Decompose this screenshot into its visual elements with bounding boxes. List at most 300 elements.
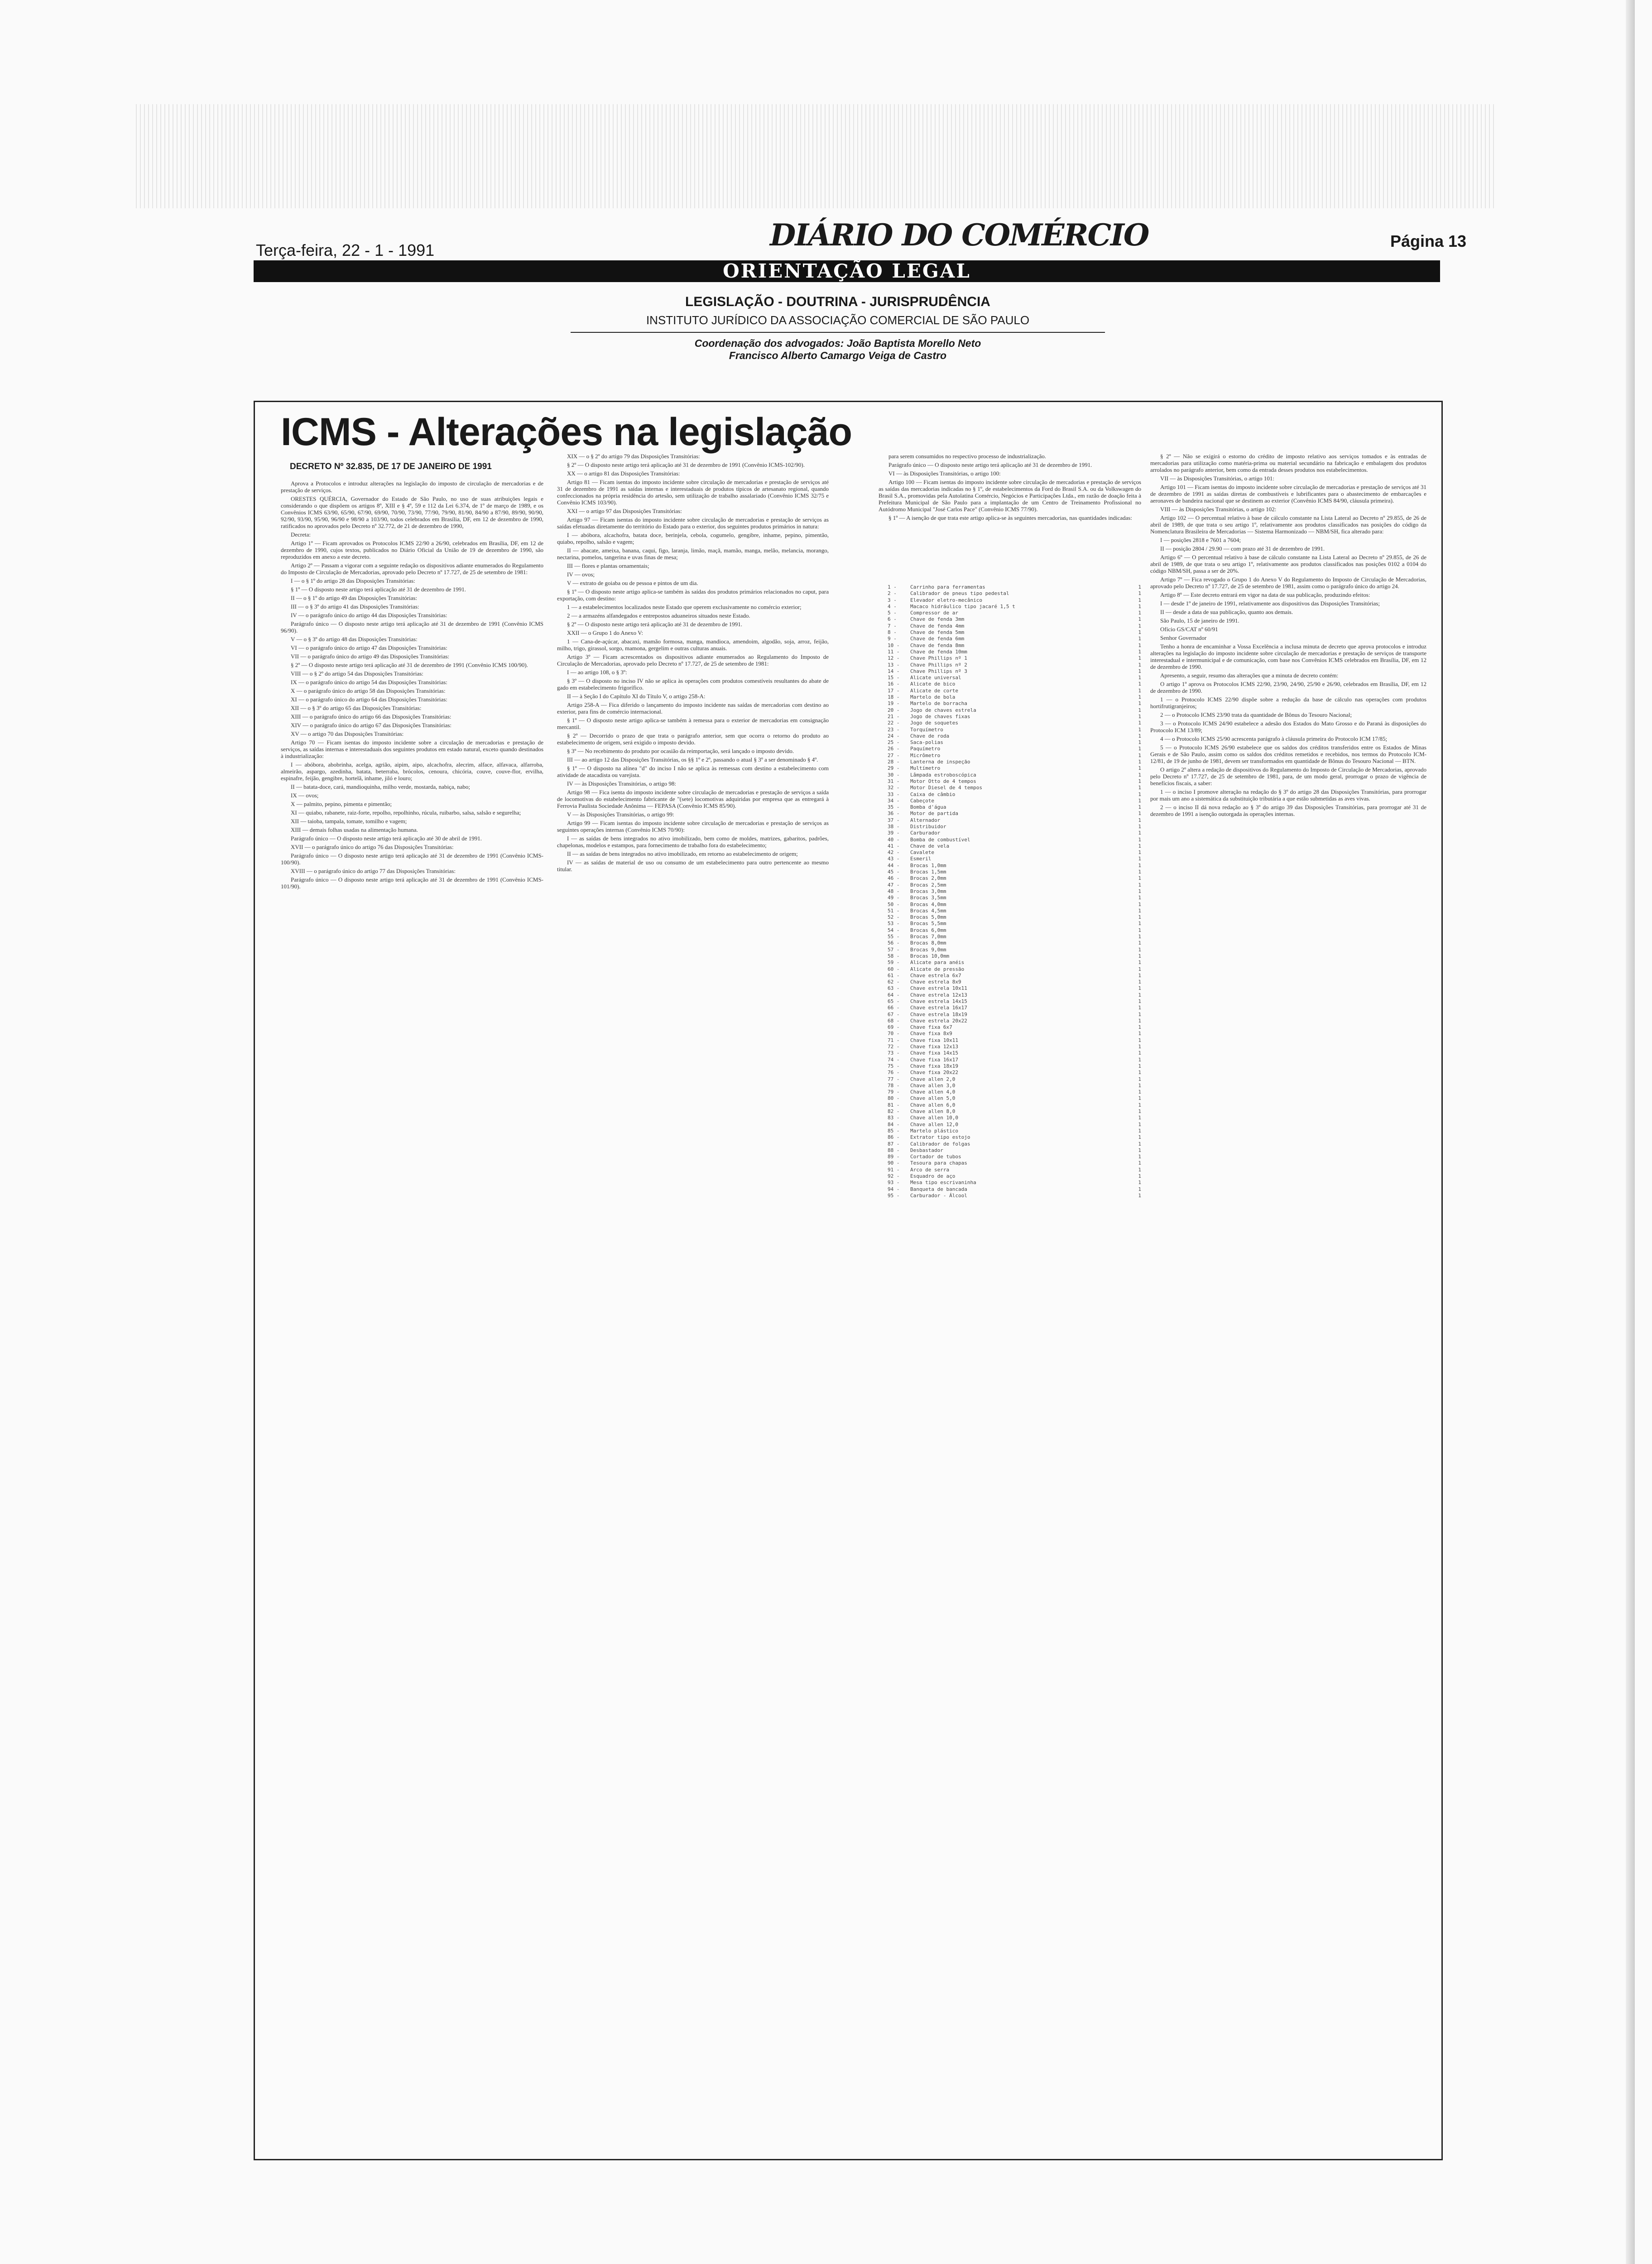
list-item [888,1063,1141,1070]
list-item-number: 67 - [888,1011,900,1017]
list-item-description: Chave de fenda 3mm [910,616,965,623]
list-item [888,714,1141,720]
list-item-number: 10 - [888,642,900,648]
page-number: Página 13 [1390,232,1467,250]
list-item-description: Macaco hidráulico tipo jacaré 1,5 t [910,603,1015,609]
list-item-description: Carburador [910,830,941,836]
list-item-number: 39 - [888,830,900,836]
list-item-description: Chave Phillips nº 1 [910,655,967,662]
list-item-number: 15 - [888,675,900,681]
paragraph: 1 — a estabelecimentos localizados neste Estado que operem exclusivamente no comércio exterior; [567,604,802,610]
paragraph: 5 — o Protocolo ICMS 26/90 estabelece que os saldos dos créditos transferidos entre os Estados de Minas Gerais e de São Paulo, assim como os saldos dos créditos remetidos e recebidos, nos termos do Protocolo ICM-12/81, de 19 de junho de 1981, devem ser transformados em quantidade de Bônus do Tesouro Nacional — BTN. [1150,744,1426,764]
list-item-number: 32 - [888,785,900,791]
list-item-description: Brocas 9,0mm [910,946,946,953]
list-item-number: 57 - [888,946,900,953]
list-item-number: 30 - [888,772,900,778]
list-item [888,966,1141,973]
subhead-line-2: INSTITUTO JURÍDICO DA ASSOCIAÇÃO COMERCIAL DE SÃO PAULO [646,313,1030,327]
list-item [888,959,1141,966]
paragraph: Parágrafo único — O disposto neste artigo terá aplicação até 31 de dezembro de 1991 (Convênio ICMS 96/90). [281,620,543,634]
list-item [888,1122,1141,1128]
paragraph: III — flores e plantas ornamentais; [567,562,649,569]
paragraph: Tenho a honra de encaminhar a Vossa Excelência a inclusa minuta de decreto que aprova protocolos e introduz alterações na legislação do imposto incidente sobre circulação de mercadorias e prestação de serviços de transporte interestadual e intermunicipal e de comunicação, com base nos Convênios ICMS celebrados em Brasília, DF, em 12 de dezembro de 1990. [1150,643,1426,670]
list-item-number: 68 - [888,1017,900,1024]
paragraph: O artigo 2º altera a redação de dispositivos do Regulamento do Imposto de Circulação de Mercadorias, aprovado pelo Decreto nº 17.727, de 25 de setembro de 1981, para, de um modo geral, prorrogar o prazo de vigência de benefícios fiscais, a saber: [1150,766,1426,787]
list-item-description: Chave de fenda 10mm [910,648,967,655]
paragraph: ORESTES QUÉRCIA, Governador do Estado de São Paulo, no uso de suas atribuições legais e considerando o que dispõem os artigos 8º, XIII e § 4º, 59 e 112 da Lei 6.374, de 1º de março de 1989, e os Convênios ICMS 63/90, 65/90, 67/90, 69/90, 70/90, 73/90, 77/90, 79/90, 81/90, 84/90 a 87/90, 89/90, 90/90, 92/90, 93/90, 95/90, 96/90 e 98/90 a 103/90, todos celebrados em Brasília, DF, em 12 de dezembro de 1990, ratificados no aprovados pelo Decreto nº 32.772, de 21 de dezembro de 1990, [281,495,543,529]
paragraph: § 2º — O disposto neste artigo terá aplicação até 31 de dezembro de 1991 (Convênio ICMS-102/90). [567,461,805,468]
list-item-quantity: 1 [1138,1095,1141,1102]
list-item [888,681,1141,687]
list-item-number: 31 - [888,778,900,784]
list-item-quantity: 1 [1138,648,1141,655]
list-item-description: Chave fixa 12x13 [910,1044,958,1050]
list-item-description: Chave estrela 16x17 [910,1005,967,1011]
list-item-quantity: 1 [1138,603,1141,609]
list-item-description: Chave de fenda 5mm [910,629,965,636]
list-item [888,817,1141,824]
paragraph: São Paulo, 15 de janeiro de 1991. [1160,617,1239,624]
list-item-number: 4 - [888,603,897,609]
list-item-description: Chave estrela 14x15 [910,998,967,1004]
list-item [888,694,1141,700]
list-item-number: 71 - [888,1037,900,1043]
list-item-quantity: 1 [1138,700,1141,707]
list-item-number: 27 - [888,752,900,758]
list-item-description: Chave allen 2,0 [910,1076,956,1082]
list-item-number: 84 - [888,1121,900,1127]
list-item-number: 43 - [888,856,900,862]
paragraph: Artigo 101 — Ficam isentas do imposto incidente sobre circulação de mercadorias e prestação de serviços até 31 de dezembro de 1991 as saídas diretas de combustíveis e lubrificantes para o abastecimento de embarcações e aeronaves de bandeira nacional que se destinem ao exterior (Convênio ICMS 84/90, cláusula primeira). [1150,484,1426,504]
list-item [888,940,1141,946]
paragraph: II — abacate, ameixa, banana, caqui, figo, laranja, limão, maçã, mamão, manga, melão, melancia, morango, nectarina, pomelos, tangerina e uvas finas de mesa; [557,547,829,561]
list-item-quantity: 1 [1138,849,1141,856]
list-item-quantity: 1 [1138,623,1141,629]
list-item-quantity: 1 [1138,921,1141,927]
list-item [888,875,1141,882]
list-item-quantity: 1 [1138,739,1141,746]
paragraph: Senhor Governador [1160,634,1207,641]
list-item-number: 18 - [888,694,900,700]
list-item-description: Saca-polias [910,739,943,746]
paragraph: X — palmito, pepino, pimenta e pimentão; [291,801,392,807]
list-item-number: 80 - [888,1095,900,1102]
paragraph: I — desde 1º de janeiro de 1991, relativamente aos dispositivos das Disposições Transitórias; [1160,600,1380,607]
paragraph: § 1º — O disposto na alínea "d" do inciso I não se aplica às remessas com destino a estabelecimento com atividade de atacadista ou varejista. [557,765,829,778]
list-item-quantity: 1 [1138,817,1141,823]
paragraph: Artigo 6º — O percentual relativo à base de cálculo constante na Lista Lateral ao Decreto nº 29.855, de 26 de abril de 1989, de que trata o seu artigo 1º, relativamente aos produtos classificados nas posições 0102 a 0104 do código NBM/SH, passa a ser de 20%. [1150,554,1426,574]
list-item-number: 52 - [888,914,900,921]
list-item-quantity: 1 [1138,772,1141,778]
list-item-description: Chave estrela 12x13 [910,992,967,998]
list-item [888,1154,1141,1160]
list-item-number: 61 - [888,972,900,979]
list-item [888,953,1141,959]
list-item-description: Alicate de pressão [910,966,965,972]
paragraph: 4 — o Protocolo ICMS 25/90 acrescenta parágrafo à cláusula primeira do Protocolo ICM 17/85; [1160,735,1388,742]
list-item-quantity: 1 [1138,1147,1141,1153]
list-item-number: 44 - [888,862,900,868]
list-item-description: Chave de fenda 8mm [910,642,965,648]
list-item-quantity: 1 [1138,1134,1141,1141]
paragraph: I — abóbora, alcachofra, batata doce, berinjela, cebola, cogumelo, gengibre, inhame, pepino, pimentão, quiabo, repolho, salsão e vagem; [557,532,829,545]
list-item [888,1147,1141,1154]
list-item-number: 22 - [888,720,900,726]
paragraph: Artigo 81 — Ficam isentas do imposto incidente sobre circulação de mercadorias e prestação de serviços até 31 de dezembro de 1991 as saídas internas e interestaduais de produtos típicos de artesanato regional, quando confeccionados na própria residência do artesão, sem utilização de trabalho assalariado (Convênio ICMS 32/75 e Convênio ICMS 103/90). [557,479,829,506]
list-item [888,1012,1141,1018]
list-item-quantity: 1 [1138,759,1141,765]
list-item-description: Chave estrela 8x9 [910,979,961,985]
list-item [888,824,1141,830]
list-item-description: Cabeçote [910,797,934,804]
list-item-quantity: 1 [1138,694,1141,700]
list-item [888,662,1141,668]
list-item [888,888,1141,895]
list-item [888,655,1141,662]
list-item-number: 75 - [888,1063,900,1069]
list-item [888,727,1141,733]
list-item-number: 83 - [888,1115,900,1121]
subhead-line-3: Coordenação dos advogados: João Baptista Morello Neto [694,337,981,349]
list-item-quantity: 1 [1138,720,1141,726]
list-item [888,992,1141,998]
list-item [888,1173,1141,1180]
list-item-number: 38 - [888,823,900,830]
list-item-number: 60 - [888,966,900,972]
paragraph: Parágrafo único — O disposto neste artigo terá aplicação até 31 de dezembro de 1991 (Convênio ICMS-100/90). [281,852,543,866]
paragraph: 2 — o inciso II dá nova redação ao § 3º do artigo 39 das Disposições Transitórias, para prorrogar até 31 de dezembro de 1991 a isenção outorgada às operações internas. [1150,804,1426,817]
list-item-quantity: 1 [1138,1056,1141,1063]
list-item [888,1083,1141,1089]
list-item-number: 79 - [888,1089,900,1095]
list-item-quantity: 1 [1138,642,1141,648]
list-item-quantity: 1 [1138,791,1141,797]
list-item-quantity: 1 [1138,1154,1141,1160]
subhead-line-4: Francisco Alberto Camargo Veiga de Castro [729,350,947,361]
list-item [888,863,1141,869]
subhead-line-1: LEGISLAÇÃO - DOUTRINA - JURISPRUDÊNCIA [685,294,990,309]
paragraph: II — desde a data de sua publicação, quanto aos demais. [1160,609,1293,615]
list-item-quantity: 1 [1138,823,1141,830]
paragraph: XI — quiabo, rabanete, raiz-forte, repolho, repolhinho, rúcula, ruibarbo, salsa, salsão e segurelha; [291,809,521,816]
paragraph: IX — ovos; [291,792,319,799]
list-item-quantity: 1 [1138,1160,1141,1166]
list-item-quantity: 1 [1138,843,1141,849]
list-item [888,837,1141,843]
list-item-description: Cavalete [910,849,934,856]
paragraph: XX — o artigo 81 das Disposições Transitórias: [567,470,680,477]
list-item-quantity: 1 [1138,862,1141,868]
list-item-description: Torquímetro [910,726,943,733]
paragraph: Ofício GS/CAT nº 60/91 [1160,626,1218,633]
list-item-description: Motor Otto de 4 tempos [910,778,976,784]
list-item-description: Esquadro de aço [910,1173,956,1180]
list-item [888,1167,1141,1173]
list-item-quantity: 1 [1138,1186,1141,1192]
list-item-number: 2 - [888,590,897,597]
list-item-number: 8 - [888,629,897,636]
list-item-quantity: 1 [1138,888,1141,894]
list-item-description: Brocas 4,0mm [910,901,946,907]
list-item-number: 70 - [888,1031,900,1037]
list-item-description: Brocas 2,0mm [910,875,946,882]
list-item-number: 17 - [888,687,900,694]
paragraph: VII — o parágrafo único do artigo 49 das Disposições Transitórias: [291,653,450,660]
list-item-quantity: 1 [1138,940,1141,946]
list-item-number: 26 - [888,746,900,752]
list-item-quantity: 1 [1138,811,1141,817]
list-item-quantity: 1 [1138,895,1141,901]
list-item-quantity: 1 [1138,584,1141,590]
paragraph: IX — o parágrafo único do artigo 54 das Disposições Transitórias: [291,679,447,686]
list-item-description: Martelo de borracha [910,700,967,707]
paragraph: § 1º — O disposto neste artigo aplica-se também à remessa para o exterior de mercadorias em consignação mercantil. [557,717,829,730]
article-column-1 [281,480,543,2146]
list-item [888,934,1141,940]
list-item [888,1134,1141,1141]
list-item-description: Chave fixa 18x19 [910,1063,958,1069]
list-item-number: 63 - [888,985,900,992]
page-edge [1626,0,1635,2264]
paragraph: Artigo 102 — O percentual relativo à base de cálculo constante na Lista Lateral ao Decreto nº 29.855, de 26 de abril de 1989, de que trata o seu artigo 1º, relativamente aos produtos classificados nas posições do código da Nomenclatura Brasileira de Mercadorias — Sistema Harmonizado — NBM/SH, fica alterado para: [1150,514,1426,535]
list-item-description: Alicate para anéis [910,959,965,966]
list-item-quantity: 1 [1138,927,1141,933]
paragraph: 2 — o Protocolo ICMS 23/90 trata da quantidade de Bônus do Tesouro Nacional; [1160,711,1352,718]
paragraph: Parágrafo único — O disposto neste artigo terá aplicação até 31 de dezembro de 1991 (Convênio ICMS-101/90). [281,876,543,890]
list-item-number: 48 - [888,888,900,894]
list-item-number: 65 - [888,998,900,1004]
paragraph: IV — as saídas de material de uso ou consumo de um estabelecimento para outro pertencente ao mesmo titular. [557,859,829,873]
list-item-number: 55 - [888,934,900,940]
list-item [888,1095,1141,1102]
paragraph: para serem consumidos no respectivo processo de industrialização. [888,453,1046,460]
list-item-number: 94 - [888,1186,900,1192]
list-item [888,914,1141,921]
list-item [888,869,1141,875]
list-item [888,1160,1141,1166]
list-item-description: Cortador de tubos [910,1154,961,1160]
list-item-description: Chave fixa 14x15 [910,1050,958,1056]
list-item [888,1180,1141,1186]
list-item-description: Arco de serra [910,1166,950,1173]
list-item-quantity: 1 [1138,907,1141,914]
list-item-description: Lâmpada estroboscópica [910,772,976,778]
list-item-quantity: 1 [1138,979,1141,985]
list-item [888,921,1141,927]
section-title: ORIENTAÇÃO LEGAL [254,260,1440,282]
list-item-description: Esmeril [910,856,932,862]
list-item [888,1108,1141,1115]
paragraph: Aprova a Protocolos e introduz alterações na legislação do imposto de circulação de mercadorias e de prestação de serviços. [281,480,543,494]
list-item-description: Chave allen 5,0 [910,1095,956,1102]
list-item-description: Extrator tipo estojo [910,1134,970,1141]
paragraph: IV — às Disposições Transitórias, o artigo 98: [567,780,676,787]
list-item [888,700,1141,707]
paragraph: XIX — o § 2º do artigo 79 das Disposições Transitórias: [567,453,700,460]
list-item-quantity: 1 [1138,972,1141,979]
list-item [888,947,1141,953]
list-item [888,798,1141,804]
list-item-quantity: 1 [1138,752,1141,758]
paragraph: 3 — o Protocolo ICMS 24/90 estabelece a adesão dos Estados do Mato Grosso e do Paraná às disposições do Protocolo ICM 13/89; [1150,720,1426,734]
list-item-number: 69 - [888,1024,900,1031]
paragraph: § 1º — A isenção de que trata este artigo aplica-se às seguintes mercadorias, nas quantidades indicadas: [888,514,1132,521]
list-item-description: Chave estrela 20x22 [910,1017,967,1024]
list-item-quantity: 1 [1138,856,1141,862]
list-item [888,849,1141,856]
list-item-number: 28 - [888,759,900,765]
paragraph: XXI — o artigo 97 das Disposições Transitórias: [567,508,682,514]
list-item-quantity: 1 [1138,726,1141,733]
list-item [888,973,1141,979]
list-item-description: Chave de roda [910,733,950,739]
list-item-quantity: 1 [1138,1082,1141,1089]
list-item-number: 19 - [888,700,900,707]
list-item-number: 92 - [888,1173,900,1180]
list-item-quantity: 1 [1138,668,1141,674]
list-item-number: 29 - [888,765,900,772]
issue-date: Terça-feira, 22 - 1 - 1991 [256,241,435,259]
list-item [888,688,1141,694]
list-item-description: Chave Phillips nº 2 [910,662,967,668]
list-item-description: Chave Phillips nº 3 [910,668,967,674]
paragraph: Artigo 99 — Ficam isentas do imposto incidente sobre circulação de mercadorias e prestação de serviços as seguintes operações internas (Convênio ICMS 70/90): [557,820,829,833]
list-item-description: Motor Diesel de 4 tempos [910,785,982,791]
list-item-number: 45 - [888,869,900,875]
list-item-number: 42 - [888,849,900,856]
list-item-description: Martelo de bola [910,694,956,700]
article-column-2 [557,453,829,2146]
list-item-quantity: 1 [1138,1127,1141,1134]
paragraph: § 1º — O disposto neste artigo terá aplicação até 31 de dezembro de 1991. [291,586,466,593]
list-item [888,668,1141,675]
list-item-quantity: 1 [1138,1180,1141,1186]
list-item-quantity: 1 [1138,681,1141,687]
paragraph: Artigo 1º — Ficam aprovados os Protocolos ICMS 22/90 a 26/90, celebrados em Brasília, DF, em 12 de dezembro de 1990, cujos textos, publicados no Diário Oficial da União de 19 de dezembro de 1990, são reproduzidos em anexo a este decreto. [281,540,543,560]
list-item-number: 72 - [888,1044,900,1050]
list-item [888,765,1141,772]
list-item [888,985,1141,992]
list-item-quantity: 1 [1138,797,1141,804]
list-item-quantity: 1 [1138,707,1141,713]
list-item-quantity: 1 [1138,733,1141,739]
list-item-quantity: 1 [1138,946,1141,953]
paragraph: § 2º — Não se exigirá o estorno do crédito de imposto relativo aos serviços tomados e às entradas de mercadorias para utilização como matéria-prima ou material secundário na fabricação e embalagem dos produtos arrolados no parágrafo anterior, bem como da entrada desses produtos nos estabelecimentos. [1150,453,1426,473]
paragraph: XII — o § 3º do artigo 65 das Disposições Transitórias: [291,705,422,711]
list-item [888,1024,1141,1031]
list-item-quantity: 1 [1138,966,1141,972]
list-item-description: Brocas 5,0mm [910,914,946,921]
list-item-number: 25 - [888,739,900,746]
list-item-number: 91 - [888,1166,900,1173]
list-item [888,1031,1141,1037]
list-item-number: 37 - [888,817,900,823]
list-item-quantity: 1 [1138,1044,1141,1050]
list-item [888,604,1141,610]
list-item [888,739,1141,746]
paragraph: V — extrato de goiaba ou de pessoa e pintos de um dia. [567,580,698,586]
list-item-quantity: 1 [1138,610,1141,616]
list-item-description: Elevador eletro-mecânico [910,597,982,603]
paragraph: O artigo 1º aprova os Protocolos ICMS 22/90, 23/90, 24/90, 25/90 e 26/90, celebrados em Brasília, DF, em 12 de dezembro de 1990. [1150,681,1426,694]
list-item-quantity: 1 [1138,675,1141,681]
list-item-number: 20 - [888,707,900,713]
list-item-description: Chave estrela 18x19 [910,1011,967,1017]
list-item-description: Brocas 1,0mm [910,862,946,868]
list-item [888,1050,1141,1056]
paragraph: II — as saídas de bens integrados no ativo imobilizado, em retorno ao estabelecimento de origem; [567,850,798,857]
list-item-quantity: 1 [1138,616,1141,623]
list-item-number: 56 - [888,940,900,946]
list-item-description: Caixa de câmbio [910,791,956,797]
list-item-number: 36 - [888,811,900,817]
list-item-number: 9 - [888,636,897,642]
paragraph: Apresento, a seguir, resumo das alterações que a minuta de decreto contém: [1160,672,1339,679]
list-item [888,590,1141,597]
list-item-number: 58 - [888,953,900,959]
list-item-number: 5 - [888,610,897,616]
list-item-description: Tesoura para chapas [910,1160,967,1166]
list-item-description: Brocas 4,5mm [910,907,946,914]
list-item-description: Multímetro [910,765,941,772]
paragraph: II — o § 1º do artigo 49 das Disposições Transitórias: [291,595,418,601]
paragraph: V — o § 3º do artigo 48 das Disposições Transitórias: [291,636,418,643]
list-item-description: Chave allen 4,0 [910,1089,956,1095]
list-item-description: Brocas 2,5mm [910,882,946,888]
list-item-description: Brocas 10,0mm [910,953,950,959]
list-item-number: 7 - [888,623,897,629]
paragraph: VIII — às Disposições Transitórias, o artigo 102: [1160,506,1277,513]
list-item-quantity: 1 [1138,959,1141,966]
list-item-description: Alicate universal [910,675,961,681]
list-item-number: 47 - [888,882,900,888]
list-item [888,998,1141,1005]
list-item-quantity: 1 [1138,1024,1141,1031]
list-item [888,1141,1141,1147]
paragraph: Artigo 97 — Ficam isentas do imposto incidente sobre circulação de mercadorias e prestação de serviços as saídas efetuadas diretamente do território do Estado para o exterior, dos seguintes produtos primários in natura: [557,516,829,530]
paragraph: VII — às Disposições Transitórias, o artigo 101: [1160,475,1275,482]
list-item-description: Chave allen 8,0 [910,1108,956,1115]
list-item [888,675,1141,681]
list-item-quantity: 1 [1138,1037,1141,1043]
list-item [888,902,1141,908]
list-item-number: 73 - [888,1050,900,1056]
list-item-number: 89 - [888,1154,900,1160]
list-item-description: Brocas 3,5mm [910,895,946,901]
list-item [888,753,1141,759]
list-item [888,804,1141,811]
list-item-quantity: 1 [1138,1011,1141,1017]
list-item-quantity: 1 [1138,1017,1141,1024]
list-item-description: Chave estrela 10x11 [910,985,967,992]
list-item-description: Chave de fenda 6mm [910,636,965,642]
list-item-number: 1 - [888,584,897,590]
paragraph: XVII — o parágrafo único do artigo 76 das Disposições Transitórias: [291,844,454,850]
list-item-quantity: 1 [1138,1063,1141,1069]
list-item [888,791,1141,798]
list-item-description: Bomba d'água [910,804,946,811]
list-item-description: Compressor de ar [910,610,958,616]
list-item-description: Bomba de combustível [910,836,970,843]
list-item [888,927,1141,934]
list-item-number: 76 - [888,1070,900,1076]
list-item-description: Brocas 1,5mm [910,869,946,875]
list-item [888,1076,1141,1083]
paragraph: VI — às Disposições Transitórias, o artigo 100: [888,470,1001,477]
list-item-description: Paquímetro [910,746,941,752]
list-item [888,895,1141,901]
list-item-number: 95 - [888,1192,900,1199]
